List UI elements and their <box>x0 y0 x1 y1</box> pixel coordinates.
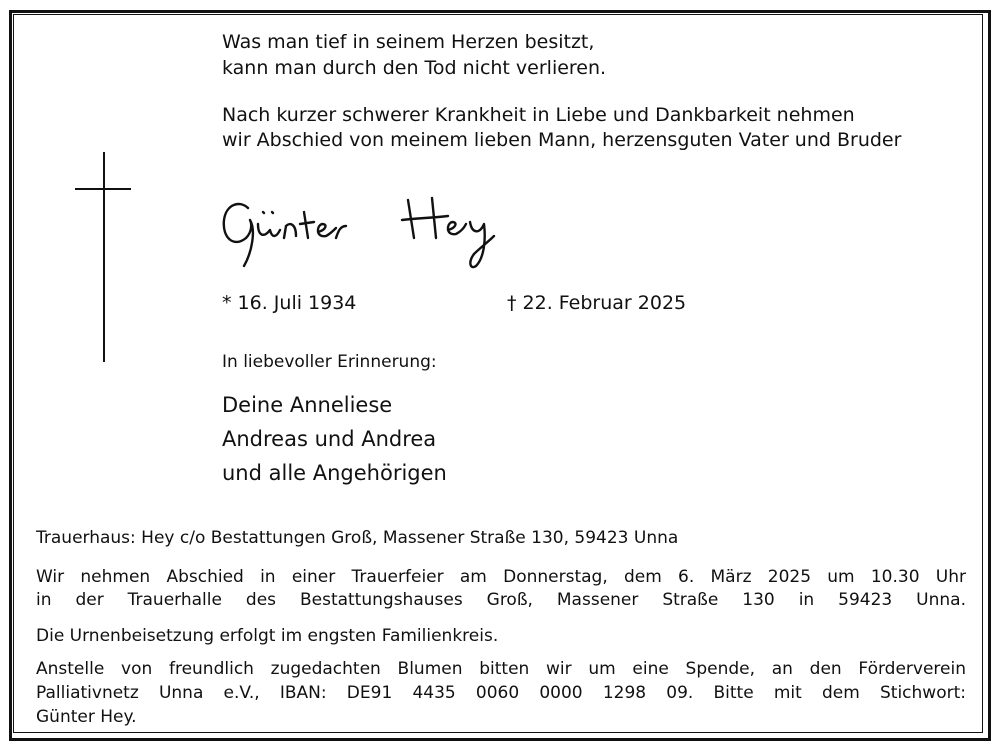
mourner-2: Andreas und Andrea <box>222 427 437 451</box>
intro-line-2: wir Abschied von meinem lieben Mann, herzensguten Vater und Bruder <box>222 129 902 151</box>
mourning-house: Trauerhaus: Hey c/o Bestattungen Groß, Massener Straße 130, 59423 Unna <box>36 528 679 548</box>
signature-name <box>218 190 518 275</box>
ceremony-line-1: Wir nehmen Abschied in einer Trauerfeier am Donnerstag, dem 6. März 2025 um 10.30 Uhr <box>36 567 966 587</box>
intro-line-1: Nach kurzer schwerer Krankheit in Liebe und Dankbarkeit nehmen <box>222 104 855 126</box>
mourner-3: und alle Angehörigen <box>222 461 447 485</box>
donation-line-2: Palliativnetz Unna e.V., IBAN: DE91 4435 0060 0000 1298 09. Bitte mit dem Stichwort: <box>36 683 966 703</box>
cross-icon <box>103 152 105 362</box>
urn-notice: Die Urnenbeisetzung erfolgt im engsten Familienkreis. <box>36 626 499 646</box>
mourner-1: Deine Anneliese <box>222 393 393 417</box>
death-date: † 22. Februar 2025 <box>507 292 687 314</box>
cross-icon-bar <box>75 188 131 190</box>
birth-date: * 16. Juli 1934 <box>222 292 357 314</box>
quote-line-1: Was man tief in seinem Herzen besitzt, <box>222 31 595 53</box>
remembrance-label: In liebevoller Erinnerung: <box>222 352 437 372</box>
donation-line-1: Anstelle von freundlich zugedachten Blumen bitten wir um eine Spende, an den Förderverein <box>36 659 966 679</box>
donation-line-3: Günter Hey. <box>36 707 137 727</box>
ceremony-line-2: in der Trauerhalle des Bestattungshauses Groß, Massener Straße 130 in 59423 Unna. <box>36 590 966 610</box>
quote-line-2: kann man durch den Tod nicht verlieren. <box>222 57 607 79</box>
